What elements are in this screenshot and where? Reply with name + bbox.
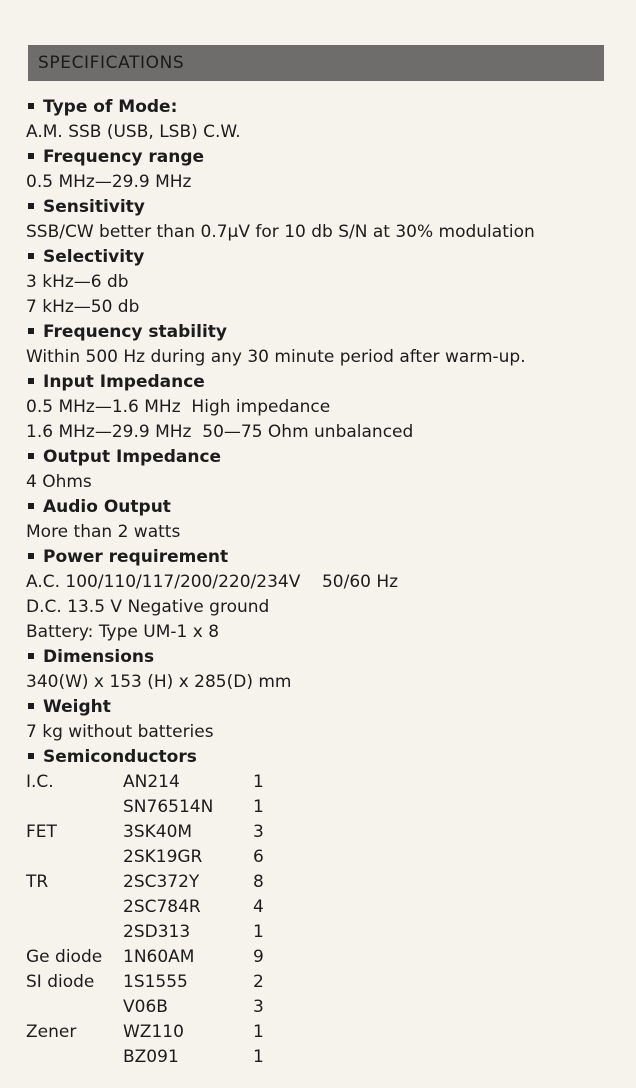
bullet-icon xyxy=(28,553,34,559)
spec-heading: Output Impedance xyxy=(26,445,626,470)
table-row: FET 3SK40M 3 xyxy=(26,822,264,842)
spec-value: Within 500 Hz during any 30 minute period after warm-up. xyxy=(26,347,526,367)
table-row: BZ091 1 xyxy=(123,1047,264,1067)
spec-heading: Audio Output xyxy=(26,495,626,520)
table-row: V06B 3 xyxy=(123,997,264,1017)
bullet-icon xyxy=(28,653,34,659)
spec-heading: Frequency stability xyxy=(26,320,626,345)
spec-heading: Type of Mode: xyxy=(26,95,626,120)
table-row: I.C. AN214 1 xyxy=(26,772,264,792)
table-row: SN76514N 1 xyxy=(123,797,264,817)
bullet-icon xyxy=(28,328,34,334)
spec-heading: Weight xyxy=(26,695,626,720)
spec-value: 4 Ohms xyxy=(26,472,92,492)
spec-value: 7 kHz—50 db xyxy=(26,297,140,317)
table-row: TR 2SC372Y 8 xyxy=(26,872,264,892)
table-row: 2SD313 1 xyxy=(123,922,264,942)
spec-heading: Selectivity xyxy=(26,245,626,270)
spec-value: A.C. 100/110/117/200/220/234V 50/60 Hz xyxy=(26,572,399,592)
bullet-icon xyxy=(28,503,34,509)
spec-value: 0.5 MHz—29.9 MHz xyxy=(26,172,192,192)
page-title: SPECIFICATIONS xyxy=(38,53,185,73)
spec-value: D.C. 13.5 V Negative ground xyxy=(26,597,270,617)
semiconductor-table xyxy=(26,770,626,1070)
bullet-icon xyxy=(28,153,34,159)
bullet-icon xyxy=(28,253,34,259)
bullet-icon xyxy=(28,703,34,709)
spec-list xyxy=(26,95,626,1070)
spec-value: 0.5 MHz—1.6 MHz High impedance xyxy=(26,397,331,417)
spec-value: A.M. SSB (USB, LSB) C.W. xyxy=(26,122,241,142)
spec-heading: Input Impedance xyxy=(26,370,626,395)
bullet-icon xyxy=(28,103,34,109)
spec-value: 340(W) x 153 (H) x 285(D) mm xyxy=(26,672,292,692)
table-row: 2SC784R 4 xyxy=(123,897,264,917)
bullet-icon xyxy=(28,753,34,759)
table-row: 2SK19GR 6 xyxy=(123,847,264,867)
spec-value: Battery: Type UM-1 x 8 xyxy=(26,622,220,642)
spec-value: SSB/CW better than 0.7μV for 10 db S/N at 30% modulation xyxy=(26,222,535,242)
specifications-header xyxy=(28,45,604,81)
table-row: Ge diode 1N60AM 9 xyxy=(26,947,264,967)
bullet-icon xyxy=(28,203,34,209)
spec-heading: Semiconductors xyxy=(26,745,626,770)
table-row: SI diode 1S1555 2 xyxy=(26,972,264,992)
table-row: Zener WZ110 1 xyxy=(26,1022,264,1042)
spec-heading: Frequency range xyxy=(26,145,626,170)
bullet-icon xyxy=(28,378,34,384)
spec-heading: Sensitivity xyxy=(26,195,626,220)
spec-heading: Power requirement xyxy=(26,545,626,570)
spec-value: 3 kHz—6 db xyxy=(26,272,129,292)
spec-heading: Dimensions xyxy=(26,645,626,670)
spec-value: 1.6 MHz—29.9 MHz 50—75 Ohm unbalanced xyxy=(26,422,414,442)
spec-value: 7 kg without batteries xyxy=(26,722,214,742)
bullet-icon xyxy=(28,453,34,459)
spec-value: More than 2 watts xyxy=(26,522,181,542)
